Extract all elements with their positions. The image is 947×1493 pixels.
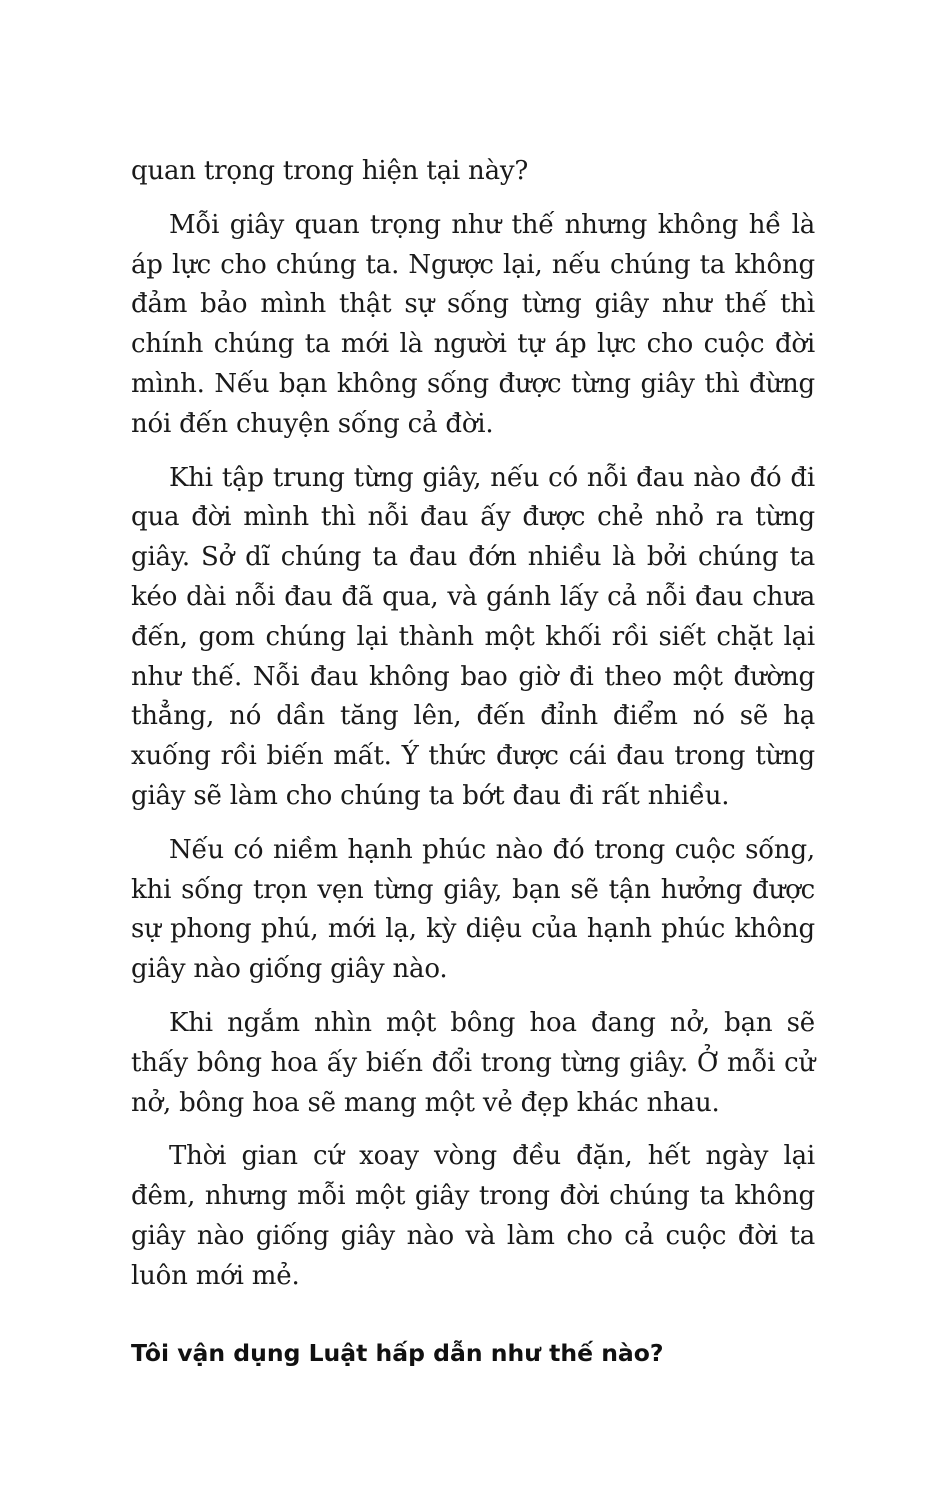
paragraph-continuation: quan trọng trong hiện tại này? — [131, 156, 529, 186]
paragraph: Khi ngắm nhìn một bông hoa đang nở, bạn sẽ thấy bông hoa ấy biến đổi trong từng giây. Ở mỗi cử nở, bông hoa sẽ mang một vẻ đẹp khác nhau. — [131, 1007, 815, 1118]
page-body — [131, 152, 815, 1311]
paragraph: Nếu có niềm hạnh phúc nào đó trong cuộc sống, khi sống trọn vẹn từng giây, bạn sẽ tận hưởng được sự phong phú, mới lạ, kỳ diệu của hạnh phúc không giây nào giống giây nào. — [131, 834, 815, 985]
paragraph: Thời gian cứ xoay vòng đều đặn, hết ngày lại đêm, nhưng mỗi một giây trong đời chúng ta không giây nào giống giây nào và làm cho cả cuộc đời ta luôn mới mẻ. — [131, 1141, 815, 1291]
section-heading: Tôi vận dụng Luật hấp dẫn như thế nào? — [131, 1339, 664, 1367]
paragraph: Mỗi giây quan trọng như thế nhưng không hề là áp lực cho chúng ta. Ngược lại, nếu chúng ta không đảm bảo mình thật sự sống từng giây như thế thì chính chúng ta mới là người tự áp lực cho cuộc đời mình. Nếu bạn không sống được từng giây thì đừng nói đến chuyện sống cả đời. — [131, 209, 815, 439]
paragraph: Khi tập trung từng giây, nếu có nỗi đau nào đó đi qua đời mình thì nỗi đau ấy được chẻ nhỏ ra từng giây. Sở dĩ chúng ta đau đớn nhiều là bởi chúng ta kéo dài nỗi đau đã qua, và gánh lấy cả nỗi đau chưa đến, gom chúng lại thành một khối rồi siết chặt lại như thế. Nỗi đau không bao giờ đi theo một đường thẳng, nó dần tăng lên, đến đỉnh điểm nó sẽ hạ xuống rồi biến mất. Ý thức được cái đau trong từng giây sẽ làm cho chúng ta bớt đau đi rất nhiều. — [131, 462, 815, 811]
